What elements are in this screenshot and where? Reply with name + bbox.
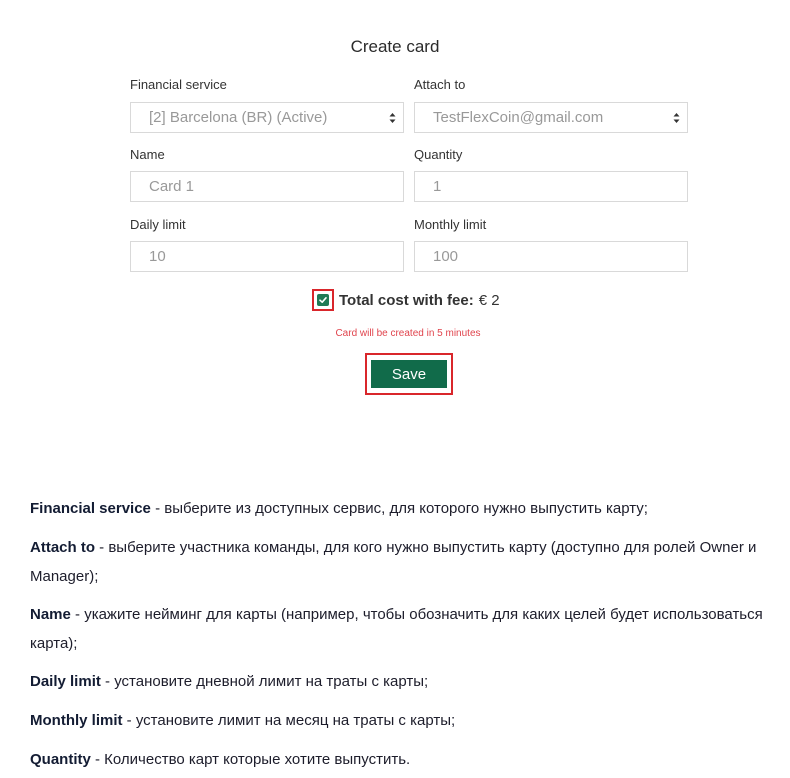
name-label: Name xyxy=(130,147,165,162)
select-arrows-icon xyxy=(389,112,396,124)
creation-note: Card will be created in 5 minutes xyxy=(335,328,481,339)
total-cost-label: Total cost with fee: xyxy=(339,291,474,309)
daily-limit-label: Daily limit xyxy=(130,217,186,232)
description-term: Financial service xyxy=(30,500,151,517)
total-cost-value: € 2 xyxy=(478,291,500,309)
save-button[interactable]: Save xyxy=(371,360,447,388)
monthly-limit-input[interactable] xyxy=(414,241,688,272)
form-title: Create card xyxy=(350,37,440,56)
description-text: - Количество карт которые хотите выпустить. xyxy=(90,751,411,768)
save-button-highlight xyxy=(365,353,453,395)
checkbox-highlight xyxy=(312,289,334,311)
description-text: - укажите нейминг для карты (например, чтобы обозначить для каких целей будет использоваться карта); xyxy=(30,606,763,652)
monthly-limit-label: Monthly limit xyxy=(414,217,487,232)
attach-to-value: TestFlexCoin@gmail.com xyxy=(433,109,604,126)
total-cost-row xyxy=(312,288,500,312)
quantity-input[interactable] xyxy=(414,171,688,202)
daily-limit-placeholder: 10 xyxy=(149,248,166,265)
description-text: - установите дневной лимит на траты с карты; xyxy=(100,673,429,690)
name-placeholder: Card 1 xyxy=(149,178,195,195)
description-term: Quantity xyxy=(30,751,91,768)
description-term: Monthly limit xyxy=(30,712,123,729)
description-attach-to xyxy=(30,533,782,591)
attach-to-label: Attach to xyxy=(414,77,466,92)
description-monthly-limit xyxy=(30,706,782,735)
description-text: - выберите участника команды, для кого нужно выпустить карту (доступно для ролей Owner и Manager); xyxy=(30,539,757,585)
attach-to-select[interactable] xyxy=(414,102,688,133)
monthly-limit-placeholder: 100 xyxy=(433,248,459,265)
checkmark-icon xyxy=(319,296,327,304)
description-daily-limit xyxy=(30,667,782,696)
select-arrows-icon xyxy=(673,112,680,124)
financial-service-label: Financial service xyxy=(130,77,227,92)
description-text: - выберите из доступных сервис, для которого нужно выпустить карту; xyxy=(150,500,648,517)
description-term: Name xyxy=(30,606,71,623)
description-term: Daily limit xyxy=(30,673,101,690)
description-quantity xyxy=(30,745,782,774)
financial-service-value: [2] Barcelona (BR) (Active) xyxy=(149,109,328,126)
daily-limit-input[interactable] xyxy=(130,241,404,272)
description-name xyxy=(30,600,782,658)
quantity-placeholder: 1 xyxy=(433,178,442,195)
quantity-label: Quantity xyxy=(414,147,463,162)
description-financial-service xyxy=(30,494,782,523)
financial-service-select[interactable] xyxy=(130,102,404,133)
total-cost-checkbox[interactable] xyxy=(317,294,329,306)
description-term: Attach to xyxy=(30,539,95,556)
description-text: - установите лимит на месяц на траты с карты; xyxy=(122,712,456,729)
name-input[interactable] xyxy=(130,171,404,202)
